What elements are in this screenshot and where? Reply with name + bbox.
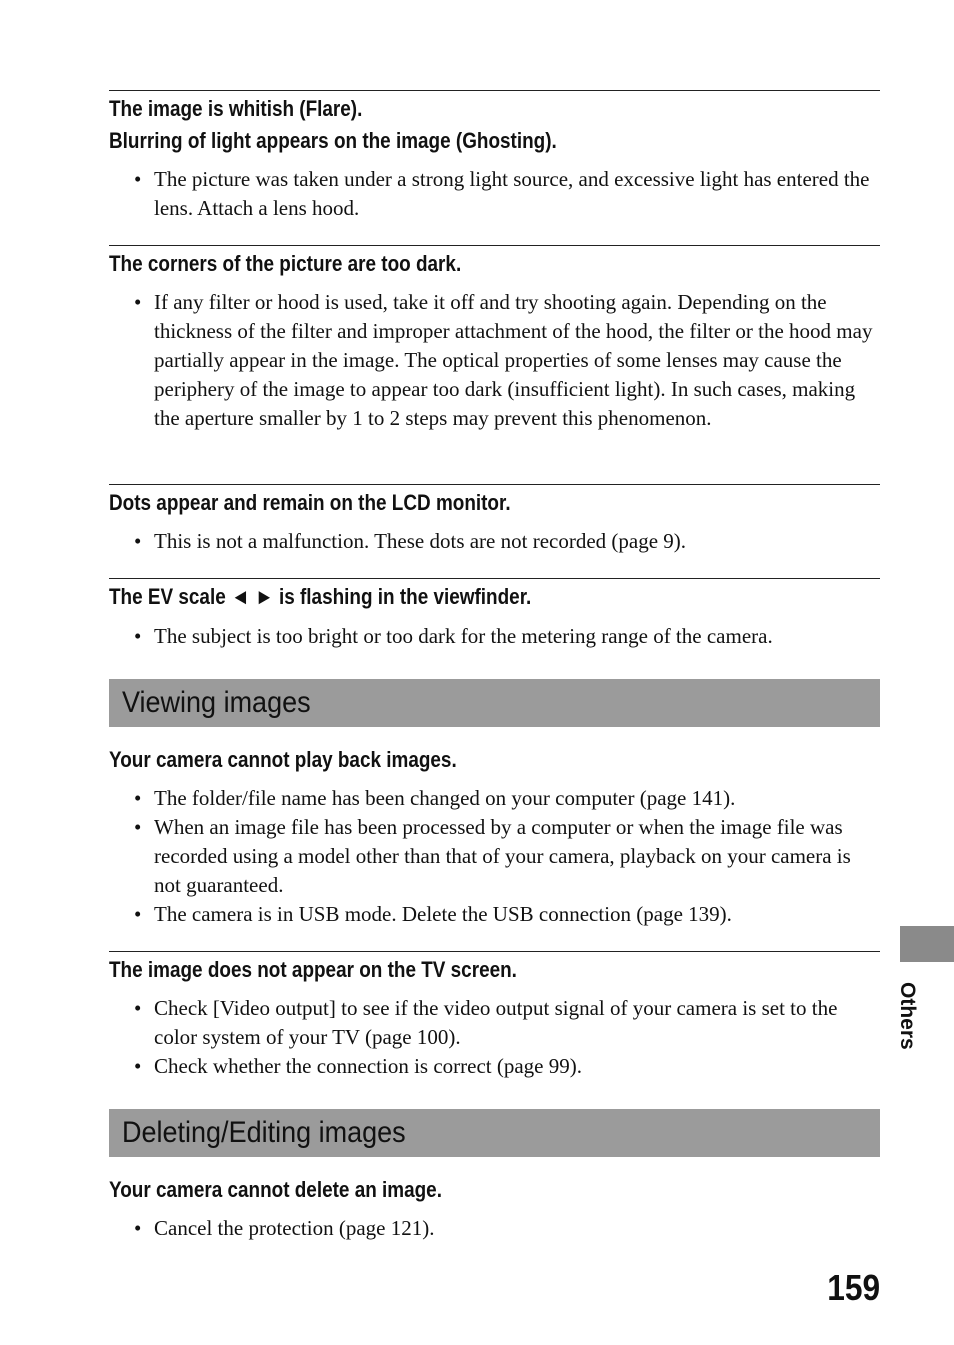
section-divider bbox=[109, 90, 880, 91]
section-divider bbox=[109, 951, 880, 952]
solution-item: • The camera is in USB mode. Delete the USB connection (page 139). bbox=[130, 900, 880, 929]
solution-list bbox=[130, 784, 880, 929]
solution-list bbox=[130, 165, 880, 223]
problem-heading: The EV scale ◄ ► is flashing in the viewfinder. bbox=[109, 584, 532, 609]
solution-item: • Check [Video output] to see if the video output signal of your camera is set to the color system of your TV (page 100). bbox=[130, 994, 880, 1052]
solution-item: • The subject is too bright or too dark for the metering range of the camera. bbox=[130, 622, 880, 651]
chapter-label-text: Others bbox=[896, 982, 919, 1050]
band-title: Deleting/Editing images bbox=[122, 1116, 406, 1149]
section-band-deleting bbox=[109, 1109, 880, 1157]
solution-list bbox=[130, 288, 880, 433]
page-number: 159 bbox=[827, 1267, 880, 1308]
problem-heading: Dots appear and remain on the LCD monitor. bbox=[109, 490, 511, 515]
problem-heading: The image does not appear on the TV screen. bbox=[109, 957, 517, 982]
solution-item: • The folder/file name has been changed on your computer (page 141). bbox=[130, 784, 880, 813]
problem-heading bbox=[109, 93, 883, 157]
heading-line: Blurring of light appears on the image (Ghosting). bbox=[109, 128, 557, 153]
section-divider bbox=[109, 245, 880, 246]
solution-list bbox=[130, 1214, 880, 1243]
problem-heading: Your camera cannot play back images. bbox=[109, 747, 457, 772]
solution-list bbox=[130, 994, 880, 1081]
band-title: Viewing images bbox=[122, 686, 311, 719]
solution-item: • Check whether the connection is correct (page 99). bbox=[130, 1052, 880, 1081]
section-divider bbox=[109, 578, 880, 579]
solution-item: • This is not a malfunction. These dots are not recorded (page 9). bbox=[130, 527, 880, 556]
section-divider bbox=[109, 484, 880, 485]
chapter-label bbox=[895, 982, 919, 1050]
solution-list bbox=[130, 622, 880, 651]
heading-line: The image is whitish (Flare). bbox=[109, 96, 363, 121]
chapter-tab bbox=[900, 926, 954, 962]
section-band-viewing bbox=[109, 679, 880, 727]
solution-item: • Cancel the protection (page 121). bbox=[130, 1214, 880, 1243]
solution-item: • If any filter or hood is used, take it off and try shooting again. Depending on the thickness of the filter and improper attachment of the hood, the filter or the hood may partially appear in the image. The optical properties of some lenses may cause the periphery of the image to appear too dark (insufficient light). In such cases, making the aperture smaller by 1 to 2 steps may prevent this phenomenon. bbox=[130, 288, 880, 433]
problem-heading: Your camera cannot delete an image. bbox=[109, 1177, 442, 1202]
problem-heading: The corners of the picture are too dark. bbox=[109, 251, 462, 276]
solution-item: • The picture was taken under a strong light source, and excessive light has entered the lens. Attach a lens hood. bbox=[130, 165, 880, 223]
solution-item: • When an image file has been processed by a computer or when the image file was recorded using a model other than that of your camera, playback on your camera is not guaranteed. bbox=[130, 813, 880, 900]
solution-list bbox=[130, 527, 880, 556]
